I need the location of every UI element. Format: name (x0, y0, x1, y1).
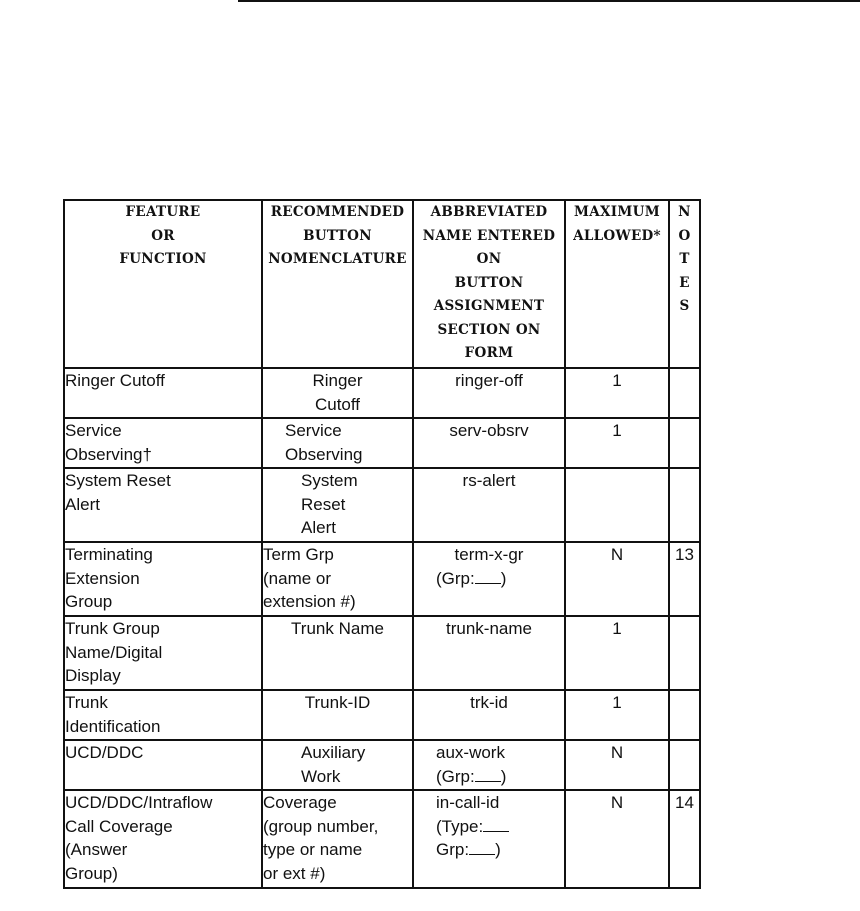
abbreviated-cell: in-call-id (Type: Grp: ) (413, 790, 565, 888)
button-assignment-table (63, 199, 701, 889)
maximum-cell: 1 (565, 690, 669, 740)
header-nomenclature: RECOMMENDED BUTTON NOMENCLATURE (262, 200, 413, 368)
maximum-cell: N (565, 542, 669, 616)
header-maximum: MAXIMUM ALLOWED* (565, 200, 669, 368)
feature-cell: System Reset Alert (64, 468, 262, 542)
grp-blank (475, 767, 501, 782)
maximum-cell: N (565, 790, 669, 888)
notes-cell (669, 616, 700, 690)
type-blank (483, 817, 509, 832)
notes-cell (669, 740, 700, 790)
notes-cell: 13 (669, 542, 700, 616)
header-feature: FEATURE OR FUNCTION (64, 200, 262, 368)
nomenclature-cell: Coverage (group number, type or name or ext #) (262, 790, 413, 888)
nomenclature-cell: System Reset Alert (262, 468, 413, 542)
header-notes: N O T E S (669, 200, 700, 368)
feature-cell: Trunk Group Name/Digital Display (64, 616, 262, 690)
abbreviated-cell: trunk-name (413, 616, 565, 690)
feature-cell: Trunk Identification (64, 690, 262, 740)
table-row (64, 690, 700, 740)
table-row (64, 740, 700, 790)
nomenclature-cell: Ringer Cutoff (262, 368, 413, 418)
feature-cell: UCD/DDC/Intraflow Call Coverage (Answer Group) (64, 790, 262, 888)
grp-blank (469, 840, 495, 855)
abbreviated-cell: aux-work (Grp: ) (413, 740, 565, 790)
header-abbreviated: ABBREVIATED NAME ENTERED ON BUTTON ASSIGNMENT SECTION ON FORM (413, 200, 565, 368)
abbreviated-cell: rs-alert (413, 468, 565, 542)
nomenclature-cell: Service Observing (262, 418, 413, 468)
abbreviated-cell: term-x-gr (Grp: ) (413, 542, 565, 616)
maximum-cell (565, 468, 669, 542)
table-row (64, 542, 700, 616)
table-row (64, 368, 700, 418)
abbreviated-cell: serv-obsrv (413, 418, 565, 468)
nomenclature-cell: Term Grp (name or extension #) (262, 542, 413, 616)
nomenclature-cell: Auxiliary Work (262, 740, 413, 790)
table-row (64, 616, 700, 690)
maximum-cell: 1 (565, 616, 669, 690)
notes-cell (669, 368, 700, 418)
table-row (64, 468, 700, 542)
table-row (64, 790, 700, 888)
notes-cell (669, 690, 700, 740)
maximum-cell: 1 (565, 418, 669, 468)
header-row (64, 200, 700, 368)
feature-cell: Ringer Cutoff (64, 368, 262, 418)
feature-cell: UCD/DDC (64, 740, 262, 790)
notes-cell (669, 418, 700, 468)
abbreviated-cell: ringer-off (413, 368, 565, 418)
notes-cell: 14 (669, 790, 700, 888)
maximum-cell: N (565, 740, 669, 790)
top-rule (238, 0, 860, 2)
grp-blank (475, 569, 501, 584)
table-row (64, 418, 700, 468)
feature-cell: Service Observing† (64, 418, 262, 468)
nomenclature-cell: Trunk-ID (262, 690, 413, 740)
maximum-cell: 1 (565, 368, 669, 418)
nomenclature-cell: Trunk Name (262, 616, 413, 690)
abbreviated-cell: trk-id (413, 690, 565, 740)
notes-cell (669, 468, 700, 542)
feature-cell: Terminating Extension Group (64, 542, 262, 616)
